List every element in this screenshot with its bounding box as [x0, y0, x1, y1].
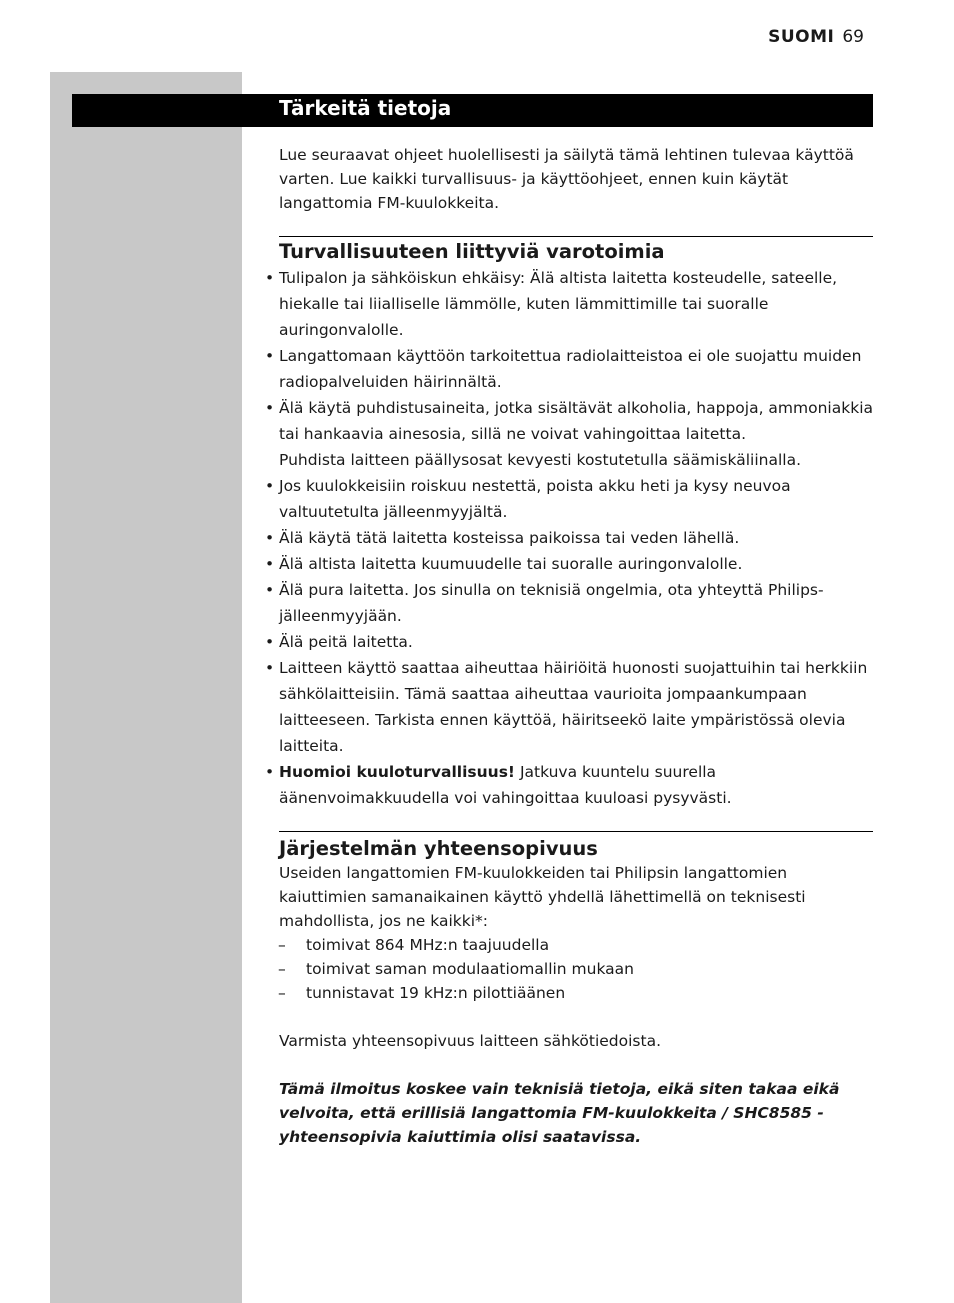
language-label: SUOMI: [768, 27, 835, 47]
page-number: 69: [842, 27, 864, 47]
compat-intro: Useiden langattomien FM-kuulokkeiden tai Philipsin langattomien kaiuttimien samanaikainen käyttö yhdellä lähettimellä on teknisesti mahdollista, jos ne kaikki*:: [279, 864, 806, 930]
verify-paragraph: Varmista yhteensopivuus laitteen sähkötiedoista.: [279, 1032, 661, 1050]
title-bar: [72, 94, 873, 127]
list-item: • Laitteen käyttö saattaa aiheuttaa häiriöitä huonosti suojattuihin tai herkkiin sähkölaitteisiin. Tämä saattaa aiheuttaa vaurioita jompaankumpaan laitteeseen. Tarkista ennen käyttöä, häiritseekö laite ympäristössä olevia laitteita.: [279, 655, 873, 759]
content: [279, 143, 873, 1149]
safety-list: [279, 265, 873, 811]
compat-conditions: [278, 933, 873, 1005]
list-item: [279, 759, 873, 811]
list-item: • Älä altista laitetta kuumuudelle tai suoralle auringonvalolle.: [279, 551, 873, 577]
compat-heading: Järjestelmän yhteensopivuus: [279, 837, 598, 860]
list-item: • Älä käytä tätä laitetta kosteissa paikoissa tai veden lähellä.: [279, 525, 873, 551]
section-divider: [279, 236, 873, 237]
list-item: • Jos kuulokkeisiin roiskuu nestettä, poista akku heti ja kysy neuvoa valtuutetulta jälleenmyyjältä.: [279, 473, 873, 525]
safety-heading: Turvallisuuteen liittyviä varotoimia: [279, 240, 665, 263]
disclaimer-note: Tämä ilmoitus koskee vain teknisiä tietoja, eikä siten takaa eikä velvoita, että erillisiä langattomia FM-kuulokkeita / SHC8585 - yhteensopivia kaiuttimia olisi saatavissa.: [279, 1080, 840, 1146]
page-title: Tärkeitä tietoja: [279, 96, 452, 120]
list-item-text: Älä käytä puhdistusaineita, jotka sisältävät alkoholia, happoja, ammoniakkia tai hankaavia ainesosia, sillä ne voivat vahingoittaa laitetta.: [279, 399, 873, 443]
list-item: • Tulipalon ja sähköiskun ehkäisy: Älä altista laitetta kosteudelle, sateelle, hiekalle tai liialliselle lämmölle, kuten lämmittimille tai suoralle auringonvalolle.: [279, 265, 873, 343]
page-header: [768, 27, 864, 47]
section-divider: [279, 831, 873, 832]
list-item: • Langattomaan käyttöön tarkoitettua radiolaitteistoa ei ole suojattu muiden radiopalveluiden häirinnältä.: [279, 343, 873, 395]
list-item: [279, 395, 873, 473]
list-item-continuation: Puhdista laitteen päällysosat kevyesti kostutetulla säämiskäliinalla.: [279, 451, 801, 469]
list-item: • Älä peitä laitetta.: [279, 629, 873, 655]
intro-paragraph: Lue seuraavat ohjeet huolellisesti ja säilytä tämä lehtinen tulevaa käyttöä varten. Lue kaikki turvallisuus- ja käyttöohjeet, ennen kuin käytät langattomia FM-kuulokkeita.: [279, 146, 854, 212]
sidebar-band: [50, 72, 242, 1303]
hearing-safety-label: Huomioi kuuloturvallisuus!: [279, 763, 515, 781]
list-item-text: Jatkuva kuuntelu suurella äänenvoimakkuudella voi vahingoittaa kuuloasi pysyvästi.: [279, 763, 732, 807]
list-item: – toimivat saman modulaatiomallin mukaan: [278, 957, 873, 981]
list-item: • Älä pura laitetta. Jos sinulla on teknisiä ongelmia, ota yhteyttä Philips-jälleenmyyjään.: [279, 577, 873, 629]
list-item: – tunnistavat 19 kHz:n pilottiäänen: [278, 981, 873, 1005]
list-item: – toimivat 864 MHz:n taajuudella: [278, 933, 873, 957]
